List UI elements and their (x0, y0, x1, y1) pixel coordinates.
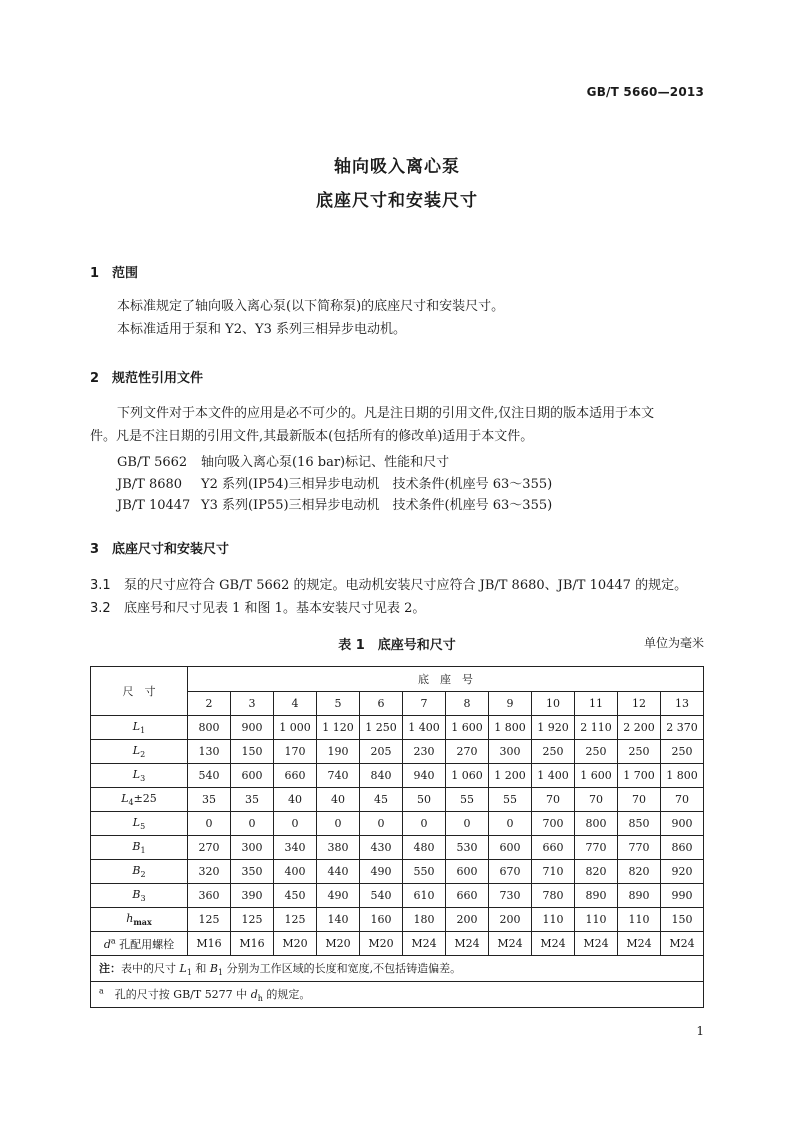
base-number-cell: 3 (231, 692, 274, 716)
table-cell: 160 (360, 908, 403, 932)
table-cell: 2 370 (661, 716, 704, 740)
table-cell: 400 (274, 860, 317, 884)
table-row (91, 788, 704, 812)
table-cell: 0 (489, 812, 532, 836)
footnote-symbol: d (250, 987, 258, 1001)
dimension-symbol: B (132, 839, 141, 853)
base-number-cell: 10 (532, 692, 575, 716)
table-cell: 820 (618, 860, 661, 884)
table-cell: 250 (532, 740, 575, 764)
table-cell: 110 (575, 908, 618, 932)
table-cell: 150 (231, 740, 274, 764)
dimension-subscript: 1 (140, 846, 146, 856)
table-row (91, 932, 704, 956)
table-cell: 70 (661, 788, 704, 812)
table-cell: 2 110 (575, 716, 618, 740)
table-cell: 1 400 (403, 716, 446, 740)
section-title: 底座尺寸和安装尺寸 (112, 542, 230, 557)
reference-title: Y3 系列(IP55)三相异步电动机 技术条件(机座号 63～355) (201, 498, 553, 513)
clause-3-2 (90, 602, 425, 615)
table-cell: 0 (274, 812, 317, 836)
dimension-label (91, 908, 188, 932)
reference-item (117, 473, 552, 492)
dimension-symbol: B (132, 863, 141, 877)
section-1-paragraph-2: 本标准适用于泵和 Y2、Y3 系列三相异步电动机。 (117, 322, 406, 337)
table-cell: 190 (317, 740, 360, 764)
reference-code: GB/T 5662 (117, 455, 188, 470)
table-cell: 130 (188, 740, 231, 764)
table-cell: 1 920 (532, 716, 575, 740)
table-cell: 1 120 (317, 716, 360, 740)
dimension-symbol: L (121, 791, 129, 805)
dimension-label (91, 716, 188, 740)
table-cell: 700 (532, 812, 575, 836)
table-cell: 890 (575, 884, 618, 908)
table-cell: 440 (317, 860, 360, 884)
table-cell: 490 (317, 884, 360, 908)
table-cell: 300 (231, 836, 274, 860)
table-cell: 55 (446, 788, 489, 812)
table-cell: 540 (188, 764, 231, 788)
table-cell: 1 600 (446, 716, 489, 740)
table-cell: 780 (532, 884, 575, 908)
table-cell: 770 (618, 836, 661, 860)
table-row (91, 716, 704, 740)
document-title-line-2: 底座尺寸和安装尺寸 (316, 191, 478, 211)
bolt-label-text: 孔配用螺栓 (115, 937, 175, 951)
table-cell: 40 (317, 788, 360, 812)
table-note (91, 956, 704, 982)
base-number-cell: 11 (575, 692, 618, 716)
dimension-symbol: L (132, 767, 141, 781)
table-cell: M24 (532, 932, 575, 956)
dimension-symbol: L (132, 743, 141, 757)
table-row (91, 908, 704, 932)
table-cell: 840 (360, 764, 403, 788)
section-2-intro-line-1: 下列文件对于本文件的应用是必不可少的。凡是注日期的引用文件,仅注日期的版本适用于本文 (117, 406, 655, 421)
note-subscript: 1 (186, 968, 192, 978)
table-cell: 770 (575, 836, 618, 860)
dimension-symbol: L (132, 719, 141, 733)
table-cell: 1 800 (661, 764, 704, 788)
table-cell: 1 200 (489, 764, 532, 788)
table-cell: 1 800 (489, 716, 532, 740)
table-cell: M20 (317, 932, 360, 956)
dimension-label (91, 812, 188, 836)
table-cell: 45 (360, 788, 403, 812)
base-number-cell: 9 (489, 692, 532, 716)
table-cell: 1 000 (274, 716, 317, 740)
footnote-text: 孔的尺寸按 GB/T 5277 中 (103, 987, 251, 1001)
table-cell: 380 (317, 836, 360, 860)
table-cell: 125 (274, 908, 317, 932)
table-cell: M20 (360, 932, 403, 956)
table-row (91, 884, 704, 908)
note-text: 表中的尺寸 (121, 961, 180, 975)
table-cell: 270 (188, 836, 231, 860)
footnote-marker: a (110, 935, 116, 945)
table-header-row (91, 667, 704, 692)
clause-number: 3.2 (90, 601, 111, 616)
base-number-cell: 8 (446, 692, 489, 716)
section-2-heading (90, 367, 203, 386)
table-cell: 710 (532, 860, 575, 884)
table-cell: 670 (489, 860, 532, 884)
table-cell: 610 (403, 884, 446, 908)
table-cell: 205 (360, 740, 403, 764)
table-cell: 150 (661, 908, 704, 932)
table-cell: 140 (317, 908, 360, 932)
table-cell: 200 (446, 908, 489, 932)
table-cell: 1 700 (618, 764, 661, 788)
table-cell: 900 (231, 716, 274, 740)
dimension-subscript: 5 (140, 822, 146, 832)
table-cell: 660 (532, 836, 575, 860)
table-cell: 920 (661, 860, 704, 884)
base-number-cell: 13 (661, 692, 704, 716)
table-cell: 70 (618, 788, 661, 812)
base-number-header: 底 座 号 (188, 667, 704, 692)
table-cell: 940 (403, 764, 446, 788)
table-cell: 660 (446, 884, 489, 908)
note-subscript: 1 (218, 968, 224, 978)
dimension-symbol: h (126, 911, 134, 925)
dimension-subscript: 1 (140, 726, 146, 736)
table-cell: 250 (618, 740, 661, 764)
table-cell: 850 (618, 812, 661, 836)
dimension-symbol: B (132, 887, 141, 901)
table-cell: 1 060 (446, 764, 489, 788)
table-cell: 200 (489, 908, 532, 932)
table-cell: 350 (231, 860, 274, 884)
page-number: 1 (696, 1024, 704, 1038)
table-cell: 480 (403, 836, 446, 860)
table-cell: 360 (188, 884, 231, 908)
table-cell: 0 (446, 812, 489, 836)
table-cell: M24 (446, 932, 489, 956)
base-dimensions-table (90, 666, 704, 1008)
base-number-cell: 5 (317, 692, 360, 716)
section-number: 3 (90, 542, 100, 557)
section-number: 1 (90, 266, 100, 281)
table-cell: 110 (618, 908, 661, 932)
table-cell: 270 (446, 740, 489, 764)
table-cell: 600 (231, 764, 274, 788)
section-title: 规范性引用文件 (112, 371, 204, 386)
clause-text: 底座号和尺寸见表 1 和图 1。基本安装尺寸见表 2。 (124, 601, 426, 616)
table-cell: 0 (317, 812, 360, 836)
table-cell: 490 (360, 860, 403, 884)
base-number-cell: 7 (403, 692, 446, 716)
dimension-subscript: max (133, 917, 152, 928)
table-cell: 0 (188, 812, 231, 836)
table-cell: 600 (446, 860, 489, 884)
table-cell: M20 (274, 932, 317, 956)
dimension-label (91, 764, 188, 788)
table-cell: 0 (403, 812, 446, 836)
clause-text: 泵的尺寸应符合 GB/T 5662 的规定。电动机安装尺寸应符合 JB/T 8680、JB/T 10447 的规定。 (124, 578, 688, 593)
dimension-header: 尺 寸 (91, 667, 188, 716)
dimension-label (91, 788, 188, 812)
note-label: 注： (99, 961, 121, 975)
table-cell: 35 (231, 788, 274, 812)
table-cell: 180 (403, 908, 446, 932)
note-symbol: L (179, 961, 187, 975)
table-cell: M16 (188, 932, 231, 956)
table-cell: 430 (360, 836, 403, 860)
table-cell: M24 (618, 932, 661, 956)
note-symbol: B (209, 961, 218, 975)
footnote-marker: a (99, 986, 104, 996)
table-cell: M24 (575, 932, 618, 956)
table-caption: 表 1 底座号和尺寸 (338, 638, 456, 653)
dimension-label (91, 884, 188, 908)
table-cell: 110 (532, 908, 575, 932)
table-cell: 0 (360, 812, 403, 836)
table-cell: 820 (575, 860, 618, 884)
clause-3-1 (90, 579, 687, 592)
table-unit: 单位为毫米 (643, 636, 704, 650)
table-cell: 550 (403, 860, 446, 884)
table-cell: 800 (575, 812, 618, 836)
section-2-intro-line-2: 件。凡是不注日期的引用文件,其最新版本(包括所有的修改单)适用于本文件。 (90, 429, 534, 444)
table-cell: M24 (661, 932, 704, 956)
table-cell: 250 (661, 740, 704, 764)
section-number: 2 (90, 371, 100, 386)
footnote-text: 的规定。 (262, 987, 311, 1001)
table-cell: 390 (231, 884, 274, 908)
dimension-subscript: 2 (140, 870, 146, 880)
table-cell: 990 (661, 884, 704, 908)
section-1-heading (90, 262, 138, 281)
table-cell: 70 (532, 788, 575, 812)
note-text: 分别为工作区域的长度和宽度,不包括铸造偏差。 (223, 961, 462, 975)
table-row (91, 836, 704, 860)
dimension-subscript: 4 (128, 798, 134, 808)
table-cell: 2 200 (618, 716, 661, 740)
table-row (91, 812, 704, 836)
table-cell: 340 (274, 836, 317, 860)
table-cell: 540 (360, 884, 403, 908)
bolt-symbol: d (103, 937, 111, 951)
table-cell: 800 (188, 716, 231, 740)
table-cell: 125 (231, 908, 274, 932)
table-cell: 740 (317, 764, 360, 788)
table-cell: 300 (489, 740, 532, 764)
table-cell: 530 (446, 836, 489, 860)
table-row (91, 764, 704, 788)
section-1-paragraph-1: 本标准规定了轴向吸入离心泵(以下简称泵)的底座尺寸和安装尺寸。 (117, 299, 505, 314)
reference-title: 轴向吸入离心泵(16 bar)标记、性能和尺寸 (201, 455, 450, 470)
reference-title: Y2 系列(IP54)三相异步电动机 技术条件(机座号 63～355) (201, 477, 553, 492)
base-number-cell: 6 (360, 692, 403, 716)
table-cell: 660 (274, 764, 317, 788)
standard-number: GB/T 5660—2013 (586, 85, 704, 99)
reference-code: JB/T 8680 (117, 477, 183, 492)
table-footnote-row (91, 982, 704, 1008)
dimension-subscript: 3 (140, 774, 146, 784)
table-row (91, 860, 704, 884)
table-note-row (91, 956, 704, 982)
reference-item (117, 451, 449, 470)
table-cell: 125 (188, 908, 231, 932)
table-cell: 170 (274, 740, 317, 764)
base-number-cell: 12 (618, 692, 661, 716)
dimension-subscript: 2 (140, 750, 146, 760)
table-cell: 50 (403, 788, 446, 812)
dimension-label (91, 740, 188, 764)
dimension-label (91, 836, 188, 860)
table-cell: 320 (188, 860, 231, 884)
table-cell: M16 (231, 932, 274, 956)
clause-number: 3.1 (90, 578, 111, 593)
dimension-symbol: L (132, 815, 141, 829)
base-number-cell: 2 (188, 692, 231, 716)
reference-item (117, 494, 552, 513)
table-cell: 1 250 (360, 716, 403, 740)
table-cell: 1 600 (575, 764, 618, 788)
section-3-heading (90, 538, 229, 557)
footnote-subscript: h (257, 994, 263, 1004)
table-cell: 70 (575, 788, 618, 812)
table-cell: 900 (661, 812, 704, 836)
table-cell: 450 (274, 884, 317, 908)
section-title: 范围 (112, 266, 139, 281)
table-cell: 0 (231, 812, 274, 836)
table-footnote (91, 982, 704, 1008)
reference-code: JB/T 10447 (117, 498, 191, 513)
table-cell: 40 (274, 788, 317, 812)
table-cell: 730 (489, 884, 532, 908)
base-number-cell: 4 (274, 692, 317, 716)
table-cell: M24 (403, 932, 446, 956)
dimension-label (91, 860, 188, 884)
table-cell: M24 (489, 932, 532, 956)
document-title-line-1: 轴向吸入离心泵 (334, 157, 460, 177)
note-text: 和 (191, 961, 210, 975)
dimension-label (91, 932, 188, 956)
table-cell: 890 (618, 884, 661, 908)
table-cell: 250 (575, 740, 618, 764)
dimension-subscript: 3 (140, 894, 146, 904)
dimension-tolerance: ±25 (133, 791, 157, 805)
table-row (91, 740, 704, 764)
table-cell: 35 (188, 788, 231, 812)
table-cell: 600 (489, 836, 532, 860)
table-cell: 860 (661, 836, 704, 860)
table-cell: 55 (489, 788, 532, 812)
table-cell: 230 (403, 740, 446, 764)
table-cell: 1 400 (532, 764, 575, 788)
